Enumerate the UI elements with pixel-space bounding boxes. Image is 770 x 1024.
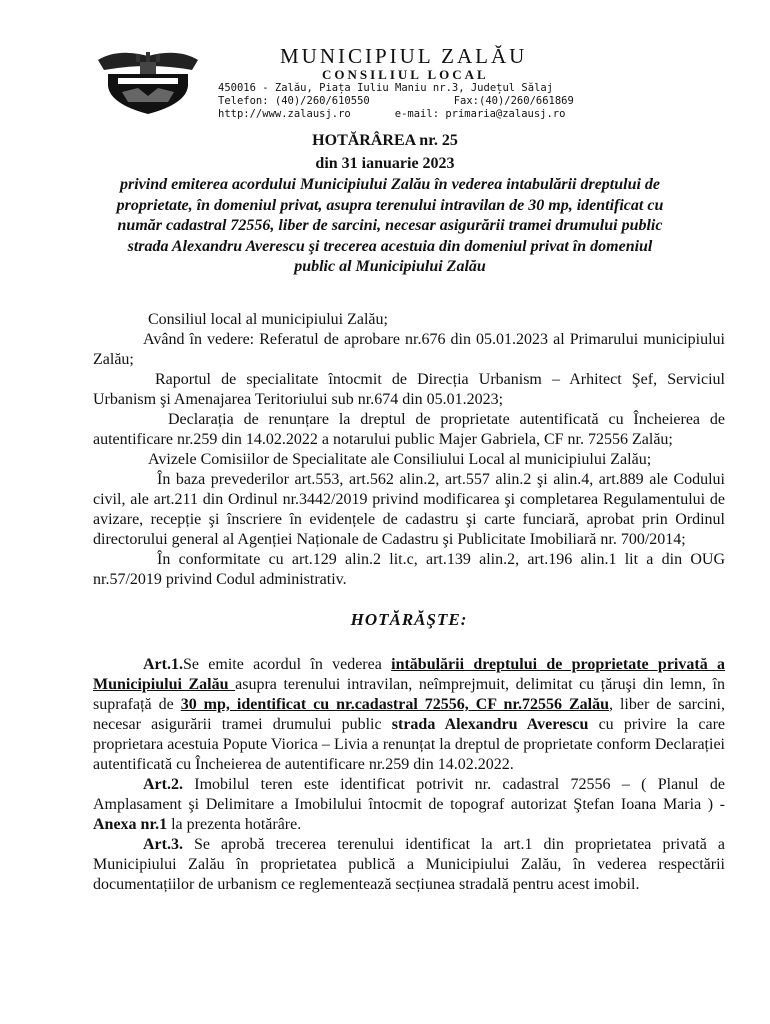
preamble-conformity: În conformitate cu art.129 alin.2 lit.c, art.139 alin.2, art.196 alin.1 lit a din OUG nr.57/2019 privind Codul administrativ. [93, 551, 725, 588]
letterhead-title: MUNICIPIUL ZALĂU [280, 44, 528, 68]
article-2 [93, 775, 725, 835]
letterhead-fax: Fax:(40)/260/661869 [453, 95, 574, 107]
article-1-text-1: Se emite acordul în vederea [182, 656, 392, 673]
letterhead-email: e-mail: primaria@zalausj.ro [394, 108, 566, 120]
letterhead-web: http://www.zalausj.ro [218, 108, 351, 120]
city-coat-of-arms-icon [88, 48, 208, 116]
article-2-label: Art.2. [143, 776, 183, 793]
decision-title: HOTĂRÂREA nr. 25 [312, 132, 458, 149]
article-1-text-3: , liber de sarcini, necesar asigurării tramei drumului public [93, 696, 726, 733]
article-3-text-1: Se aprobă trecerea terenului identificat la art.1 din proprietatea privată a Municipiului Zalău în proprietatea publică a Municipiului Zalău, în vederea respectării documentațiilor de urbanism ce reglementează secțiunea stradală pentru acest imobil. [93, 836, 725, 893]
preamble-declaratie: Declarația de renunțare la dreptul de proprietate autentificată cu Încheierea de autentificare nr.259 din 14.02.2022 a notarului public Majer Gabriela, CF nr. 72556 Zalău; [93, 411, 725, 448]
article-3 [93, 835, 725, 895]
letterhead [218, 44, 688, 121]
preamble-raport: Raportul de specialitate întocmit de Direcția Urbanism – Arhitect Şef, Serviciul Urbanism şi Amenajarea Teritoriului sub nr.674 din 05.01.2023; [93, 371, 725, 408]
article-1-emphasis-2: 30 mp, identificat cu nr.cadastral 72556, CF nr.72556 Zalău [180, 696, 609, 713]
preamble-legal-basis: În baza prevederilor art.553, art.562 alin.2, art.557 alin.2 şi alin.4, art.889 ale Codului civil, ale art.211 din Ordinul nr.3442/2019 privind modificarea şi completarea Regulamentului de avizare, recepție şi înscriere în evidențele de cadastru şi carte funciară, aprobat prin Ordinul directorului general al Agenției Naționale de Cadastru şi Publicitate Imobiliară nr. 700/2014; [93, 471, 725, 548]
decision-subject: privind emiterea acordului Municipiului Zalău în vederea intabulării dreptului de proprietate, în domeniul privat, asupra terenului intravilan de 30 mp, identificat cu număr cadastral 72556, liber de sarcini, necesar asigurării tramei drumului public strada Alexandru Averescu şi trecerea acestuia din domeniul privat în domeniul public al Municipiului Zalău [116, 176, 664, 275]
article-3-label: Art.3. [143, 836, 183, 853]
preamble-referat: Având în vedere: Referatul de aprobare nr.676 din 05.01.2023 al Primarului municipiului Zalău; [93, 331, 725, 368]
letterhead-phone: Telefon: (40)/260/610550 [218, 95, 370, 107]
letterhead-subtitle: CONSILIUL LOCAL [322, 67, 489, 82]
preamble-council: Consiliul local al municipiului Zalău; [148, 311, 388, 328]
letterhead-phone-fax [218, 95, 688, 108]
article-2-text-1: Imobilul teren este identificat potrivit nr. cadastral 72556 – ( Planul de Amplasament şi Delimitare a Imobilului întocmit de topograf autorizat Ştefan Ioana Maria ) - [93, 776, 725, 813]
decision-date: din 31 ianuarie 2023 [315, 155, 455, 172]
article-1-emphasis-1: intăbulării dreptului de proprietate privată a Municipiului Zalău [93, 656, 725, 693]
article-1-text-4: cu privire la care proprietara acestuia Popute Viorica – Livia a renunțat la dreptul de proprietate conform Declarației autentificată cu Încheierea de autentificare nr.259 din 14.02.2022. [93, 716, 726, 773]
article-1-street: strada Alexandru Averescu [391, 716, 589, 733]
article-1 [93, 655, 725, 775]
letterhead-web-email [218, 108, 688, 121]
article-2-annex: Anexa nr.1 [93, 816, 168, 833]
article-2-text-2: la prezenta hotărâre. [167, 816, 302, 833]
article-1-text-2: asupra terenului intravilan, neîmprejmuit, delimitat cu țăruşi din lemn, în suprafață de [93, 676, 726, 713]
document-body [93, 310, 725, 895]
preamble-avize: Avizele Comisiilor de Specialitate ale Consiliului Local al municipiului Zalău; [148, 451, 652, 468]
article-1-label: Art.1. [143, 656, 183, 673]
letterhead-address: 450016 - Zalău, Piața Iuliu Maniu nr.3, Județul Sălaj [218, 82, 554, 94]
decides-heading: HOTĂRĂŞTE: [350, 610, 468, 629]
